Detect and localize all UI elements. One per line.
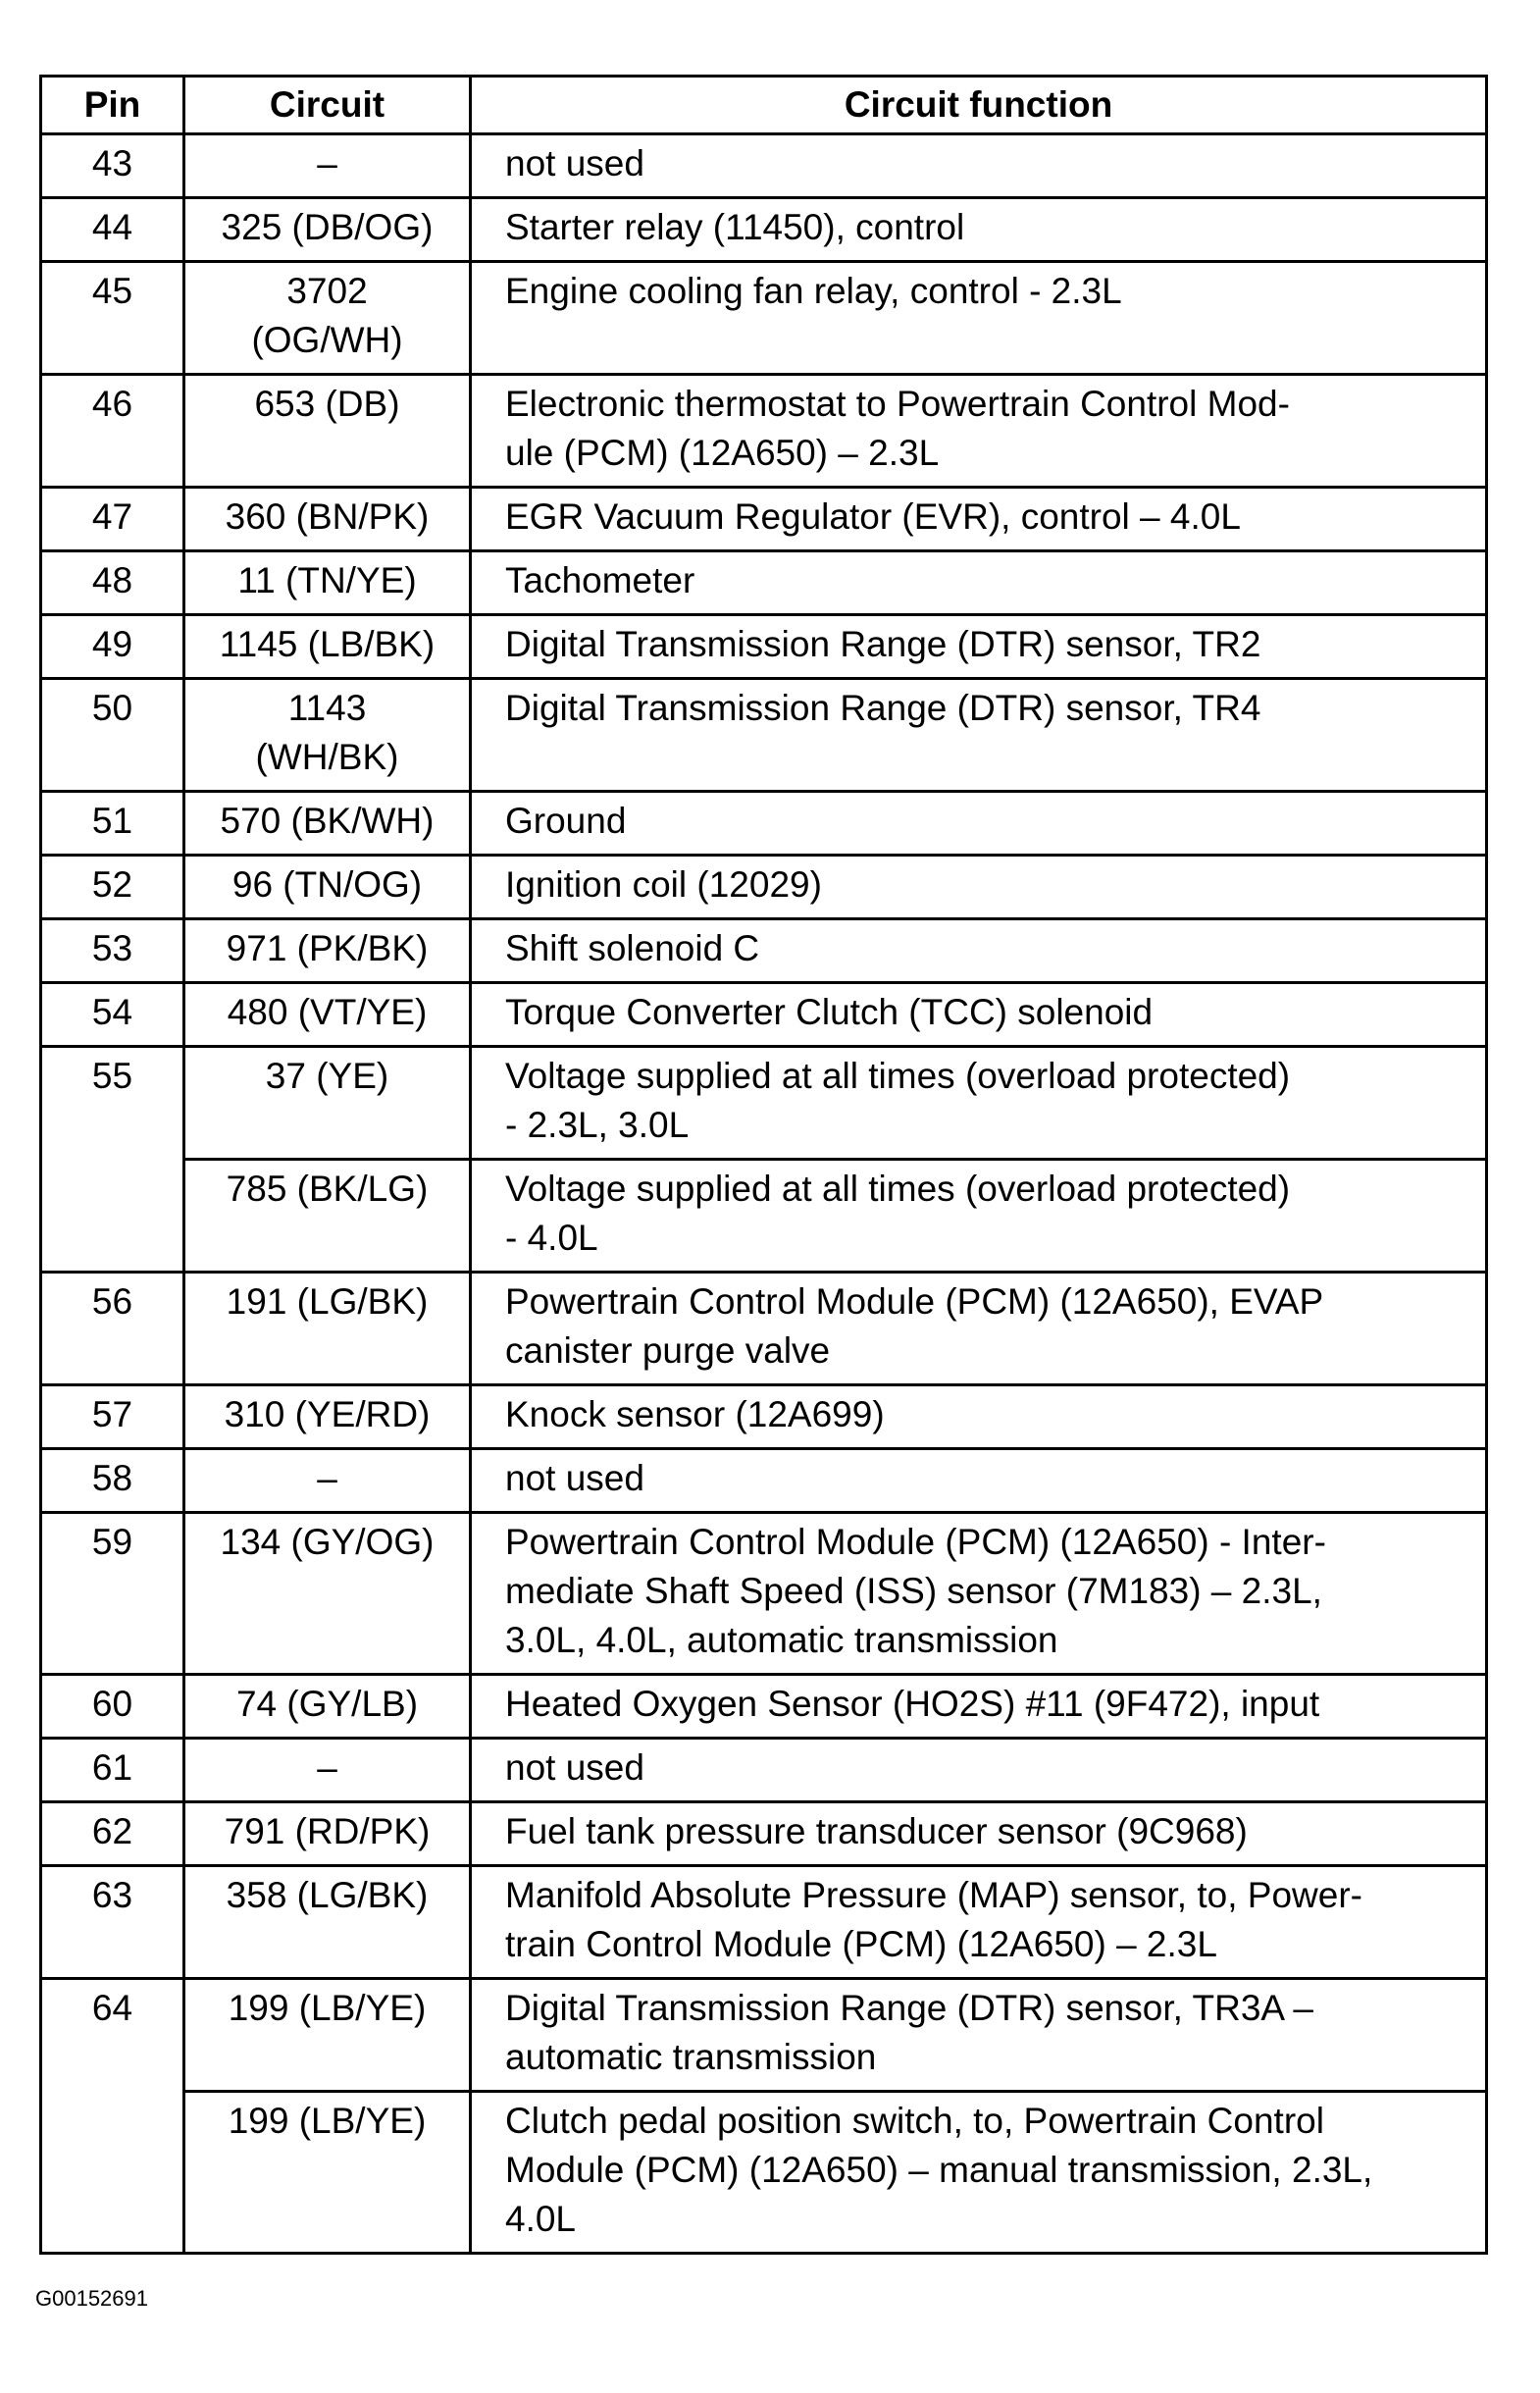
circuit-function-cell: EGR Vacuum Regulator (EVR), control – 4.0L [471, 488, 1487, 551]
pin-cell: 50 [41, 679, 184, 792]
pin-cell: 63 [41, 1866, 184, 1979]
table-row [41, 1866, 1487, 1979]
table-row [41, 488, 1487, 551]
table-row [41, 615, 1487, 679]
pin-cell: 51 [41, 792, 184, 856]
circuit-cell: 11 (TN/YE) [184, 551, 471, 615]
table-row [41, 919, 1487, 983]
circuit-cell: – [184, 134, 471, 198]
table-row [41, 1675, 1487, 1739]
circuit-cell: 134 (GY/OG) [184, 1513, 471, 1675]
pin-cell: 49 [41, 615, 184, 679]
circuit-function-cell: Digital Transmission Range (DTR) sensor, TR4 [471, 679, 1487, 792]
pin-cell: 53 [41, 919, 184, 983]
figure-id: G00152691 [35, 2286, 148, 2311]
circuit-cell: 791 (RD/PK) [184, 1802, 471, 1866]
table-row [41, 375, 1487, 488]
circuit-function-cell: Ground [471, 792, 1487, 856]
circuit-cell: 3702 (OG/WH) [184, 262, 471, 375]
table-row [41, 856, 1487, 919]
circuit-function-cell: Starter relay (11450), control [471, 198, 1487, 262]
circuit-function-cell: Heated Oxygen Sensor (HO2S) #11 (9F472), input [471, 1675, 1487, 1739]
circuit-function-cell: Powertrain Control Module (PCM) (12A650), EVAP canister purge valve [471, 1273, 1487, 1385]
table-row [41, 1273, 1487, 1385]
circuit-cell: 199 (LB/YE) [184, 2092, 471, 2254]
pin-cell: 46 [41, 375, 184, 488]
circuit-function-cell: Digital Transmission Range (DTR) sensor, TR3A – automatic transmission [471, 1979, 1487, 2092]
table-row [41, 1802, 1487, 1866]
pin-cell: 58 [41, 1449, 184, 1513]
circuit-function-cell: Manifold Absolute Pressure (MAP) sensor, to, Power- train Control Module (PCM) (12A650) – 2.3L [471, 1866, 1487, 1979]
pin-cell: 60 [41, 1675, 184, 1739]
table-row [41, 1160, 1487, 1273]
pin-cell: 57 [41, 1385, 184, 1449]
circuit-function-cell: Voltage supplied at all times (overload protected) - 4.0L [471, 1160, 1487, 1273]
table-row [41, 1047, 1487, 1160]
table-row [41, 679, 1487, 792]
circuit-cell: 570 (BK/WH) [184, 792, 471, 856]
pin-cell: 59 [41, 1513, 184, 1675]
circuit-function-cell: Ignition coil (12029) [471, 856, 1487, 919]
circuit-function-cell: Tachometer [471, 551, 1487, 615]
table-row [41, 1385, 1487, 1449]
circuit-function-cell: Fuel tank pressure transducer sensor (9C968) [471, 1802, 1487, 1866]
header-circuit-function: Circuit function [471, 77, 1487, 134]
circuit-function-cell: Engine cooling fan relay, control - 2.3L [471, 262, 1487, 375]
circuit-cell: 360 (BN/PK) [184, 488, 471, 551]
table-row [41, 1513, 1487, 1675]
circuit-cell: 191 (LG/BK) [184, 1273, 471, 1385]
circuit-cell: 358 (LG/BK) [184, 1866, 471, 1979]
header-pin: Pin [41, 77, 184, 134]
circuit-cell: 785 (BK/LG) [184, 1160, 471, 1273]
pin-cell: 61 [41, 1739, 184, 1802]
circuit-cell: 1145 (LB/BK) [184, 615, 471, 679]
circuit-cell: 199 (LB/YE) [184, 1979, 471, 2092]
pin-cell: 43 [41, 134, 184, 198]
pin-cell: 56 [41, 1273, 184, 1385]
circuit-function-cell: Torque Converter Clutch (TCC) solenoid [471, 983, 1487, 1047]
circuit-cell: 480 (VT/YE) [184, 983, 471, 1047]
table-row [41, 983, 1487, 1047]
pin-table [39, 75, 1488, 2255]
pin-cell: 55 [41, 1047, 184, 1273]
header-row [41, 77, 1487, 134]
circuit-cell: 1143 (WH/BK) [184, 679, 471, 792]
pin-cell: 64 [41, 1979, 184, 2254]
header-circuit: Circuit [184, 77, 471, 134]
pin-cell: 52 [41, 856, 184, 919]
table-row [41, 198, 1487, 262]
pin-cell: 54 [41, 983, 184, 1047]
circuit-cell: 971 (PK/BK) [184, 919, 471, 983]
table-row [41, 1979, 1487, 2092]
circuit-cell: 96 (TN/OG) [184, 856, 471, 919]
circuit-function-cell: Powertrain Control Module (PCM) (12A650) - Inter- mediate Shaft Speed (ISS) sensor (7M183) – 2.3L, 3.0L, 4.0L, automatic transmission [471, 1513, 1487, 1675]
circuit-cell: – [184, 1449, 471, 1513]
circuit-function-cell: not used [471, 134, 1487, 198]
circuit-function-cell: Electronic thermostat to Powertrain Control Mod- ule (PCM) (12A650) – 2.3L [471, 375, 1487, 488]
circuit-cell: – [184, 1739, 471, 1802]
table-row [41, 792, 1487, 856]
circuit-function-cell: Voltage supplied at all times (overload protected) - 2.3L, 3.0L [471, 1047, 1487, 1160]
circuit-function-cell: Clutch pedal position switch, to, Powertrain Control Module (PCM) (12A650) – manual transmission, 2.3L, 4.0L [471, 2092, 1487, 2254]
pin-cell: 44 [41, 198, 184, 262]
pin-cell: 47 [41, 488, 184, 551]
circuit-function-cell: not used [471, 1739, 1487, 1802]
table-row [41, 262, 1487, 375]
circuit-cell: 310 (YE/RD) [184, 1385, 471, 1449]
circuit-cell: 653 (DB) [184, 375, 471, 488]
circuit-cell: 325 (DB/OG) [184, 198, 471, 262]
circuit-function-cell: Digital Transmission Range (DTR) sensor, TR2 [471, 615, 1487, 679]
table-row [41, 1739, 1487, 1802]
pin-cell: 45 [41, 262, 184, 375]
circuit-function-cell: Knock sensor (12A699) [471, 1385, 1487, 1449]
circuit-function-cell: Shift solenoid C [471, 919, 1487, 983]
circuit-function-cell: not used [471, 1449, 1487, 1513]
table-row [41, 1449, 1487, 1513]
circuit-cell: 74 (GY/LB) [184, 1675, 471, 1739]
table-body [41, 134, 1487, 2254]
table-row [41, 134, 1487, 198]
table-row [41, 2092, 1487, 2254]
table-row [41, 551, 1487, 615]
circuit-cell: 37 (YE) [184, 1047, 471, 1160]
pin-cell: 48 [41, 551, 184, 615]
pin-cell: 62 [41, 1802, 184, 1866]
